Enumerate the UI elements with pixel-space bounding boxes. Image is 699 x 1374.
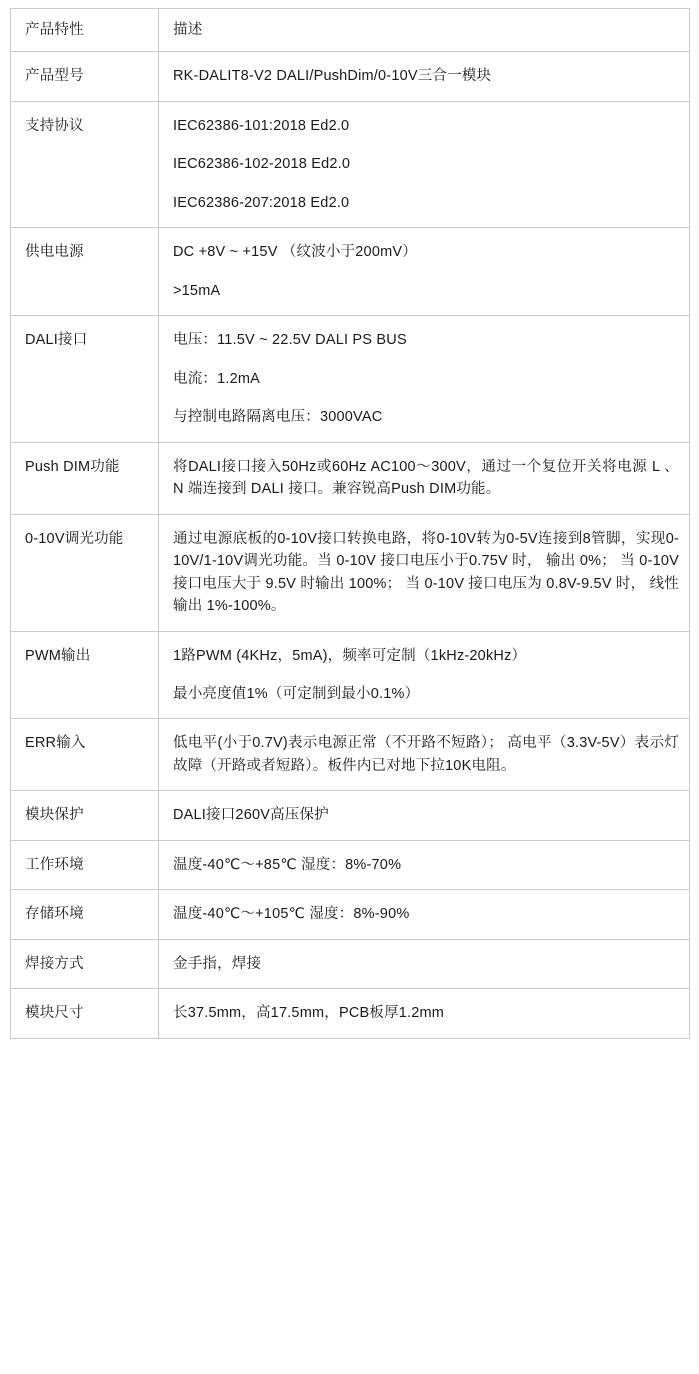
spec-label: ERR输入 bbox=[11, 719, 159, 791]
table-row bbox=[11, 631, 690, 719]
table-row bbox=[11, 316, 690, 442]
spec-value bbox=[159, 52, 690, 101]
table-row bbox=[11, 719, 690, 791]
spec-value bbox=[159, 939, 690, 988]
spec-value-lines bbox=[173, 804, 679, 826]
spec-value-line: >15mA bbox=[173, 282, 221, 299]
table-row bbox=[11, 939, 690, 988]
spec-value bbox=[159, 890, 690, 939]
table-row bbox=[11, 52, 690, 101]
spec-value-lines bbox=[173, 456, 679, 501]
column-header-feature: 产品特性 bbox=[11, 9, 159, 52]
table-row bbox=[11, 514, 690, 631]
spec-value bbox=[159, 989, 690, 1038]
spec-value-lines bbox=[173, 241, 679, 302]
spec-value-lines bbox=[173, 329, 679, 428]
spec-label: PWM输出 bbox=[11, 631, 159, 719]
spec-label: 0-10V调光功能 bbox=[11, 514, 159, 631]
table-row bbox=[11, 840, 690, 889]
table-row bbox=[11, 890, 690, 939]
table-row bbox=[11, 442, 690, 514]
spec-value-lines bbox=[173, 953, 679, 975]
spec-value bbox=[159, 514, 690, 631]
spec-label: 工作环境 bbox=[11, 840, 159, 889]
spec-value-line: IEC62386-207:2018 Ed2.0 bbox=[173, 194, 350, 211]
table-row bbox=[11, 989, 690, 1038]
table-row bbox=[11, 791, 690, 840]
spec-value-lines bbox=[173, 732, 679, 777]
spec-value bbox=[159, 442, 690, 514]
spec-label: 供电电源 bbox=[11, 228, 159, 316]
table-row bbox=[11, 101, 690, 227]
spec-value-line: IEC62386-101:2018 Ed2.0 bbox=[173, 117, 350, 134]
spec-value-line: 与控制电路隔离电压：3000VAC bbox=[173, 409, 383, 426]
spec-value-line: 金手指，焊接 bbox=[173, 955, 262, 972]
spec-label: 支持协议 bbox=[11, 101, 159, 227]
spec-value-lines bbox=[173, 115, 679, 214]
table-row bbox=[11, 228, 690, 316]
spec-value-line: DALI接口260V高压保护 bbox=[173, 807, 329, 824]
table-header-row bbox=[11, 9, 690, 52]
spec-value-lines bbox=[173, 65, 679, 87]
spec-value-lines bbox=[173, 1002, 679, 1024]
spec-value bbox=[159, 719, 690, 791]
spec-value-line: 电流：1.2mA bbox=[173, 370, 261, 387]
spec-label: Push DIM功能 bbox=[11, 442, 159, 514]
spec-value-lines bbox=[173, 854, 679, 876]
spec-label: DALI接口 bbox=[11, 316, 159, 442]
spec-value-line: 温度-40℃～+105℃ 湿度：8%-90% bbox=[173, 906, 410, 923]
spec-value bbox=[159, 316, 690, 442]
spec-value-line: 长37.5mm，高17.5mm，PCB板厚1.2mm bbox=[173, 1005, 445, 1022]
spec-label: 存储环境 bbox=[11, 890, 159, 939]
spec-value-line: 电压：11.5V ~ 22.5V DALI PS BUS bbox=[173, 332, 407, 349]
spec-value bbox=[159, 101, 690, 227]
spec-value bbox=[159, 228, 690, 316]
spec-label: 模块尺寸 bbox=[11, 989, 159, 1038]
spec-label: 产品型号 bbox=[11, 52, 159, 101]
spec-label: 模块保护 bbox=[11, 791, 159, 840]
spec-value bbox=[159, 791, 690, 840]
spec-value-line: 1路PWM (4KHz，5mA)，频率可定制（1kHz-20kHz） bbox=[173, 647, 527, 664]
spec-value-line: 通过电源底板的0-10V接口转换电路，将0-10V转为0-5V连接到8管脚，实现0-10V/1-10V调光功能。当 0-10V 接口电压小于0.75V 时， 输出 0%； 当 0-10V 接口电压大于 9.5V 时输出 100%； 当 0-10V 接口电压为 0.8V-9.5V 时， 线性输出 1%-100%。 bbox=[173, 530, 679, 615]
spec-value-lines bbox=[173, 528, 679, 618]
spec-value-lines bbox=[173, 645, 679, 706]
spec-label: 焊接方式 bbox=[11, 939, 159, 988]
spec-value-line: DC +8V ~ +15V （纹波小于200mV） bbox=[173, 244, 417, 261]
spec-value-line: 温度-40℃～+85℃ 湿度：8%-70% bbox=[173, 856, 402, 873]
product-spec-table bbox=[10, 8, 690, 1039]
spec-value-line: 将DALI接口接入50Hz或60Hz AC100～300V，通过一个复位开关将电源 L 、 N 端连接到 DALI 接口。兼容锐高Push DIM功能。 bbox=[173, 458, 679, 498]
column-header-description: 描述 bbox=[159, 9, 690, 52]
spec-value-line: 最小亮度值1%（可定制到最小0.1%） bbox=[173, 685, 420, 702]
spec-value-lines bbox=[173, 903, 679, 925]
spec-value-line: IEC62386-102-2018 Ed2.0 bbox=[173, 156, 351, 173]
spec-value-line: RK-DALIT8-V2 DALI/PushDim/0-10V三合一模块 bbox=[173, 68, 492, 85]
spec-value bbox=[159, 631, 690, 719]
spec-table-body bbox=[11, 9, 690, 1039]
spec-value bbox=[159, 840, 690, 889]
spec-value-line: 低电平(小于0.7V)表示电源正常（不开路不短路）； 高电平（3.3V-5V）表示灯故障（开路或者短路）。板件内已对地下拉10K电阻。 bbox=[173, 735, 679, 774]
